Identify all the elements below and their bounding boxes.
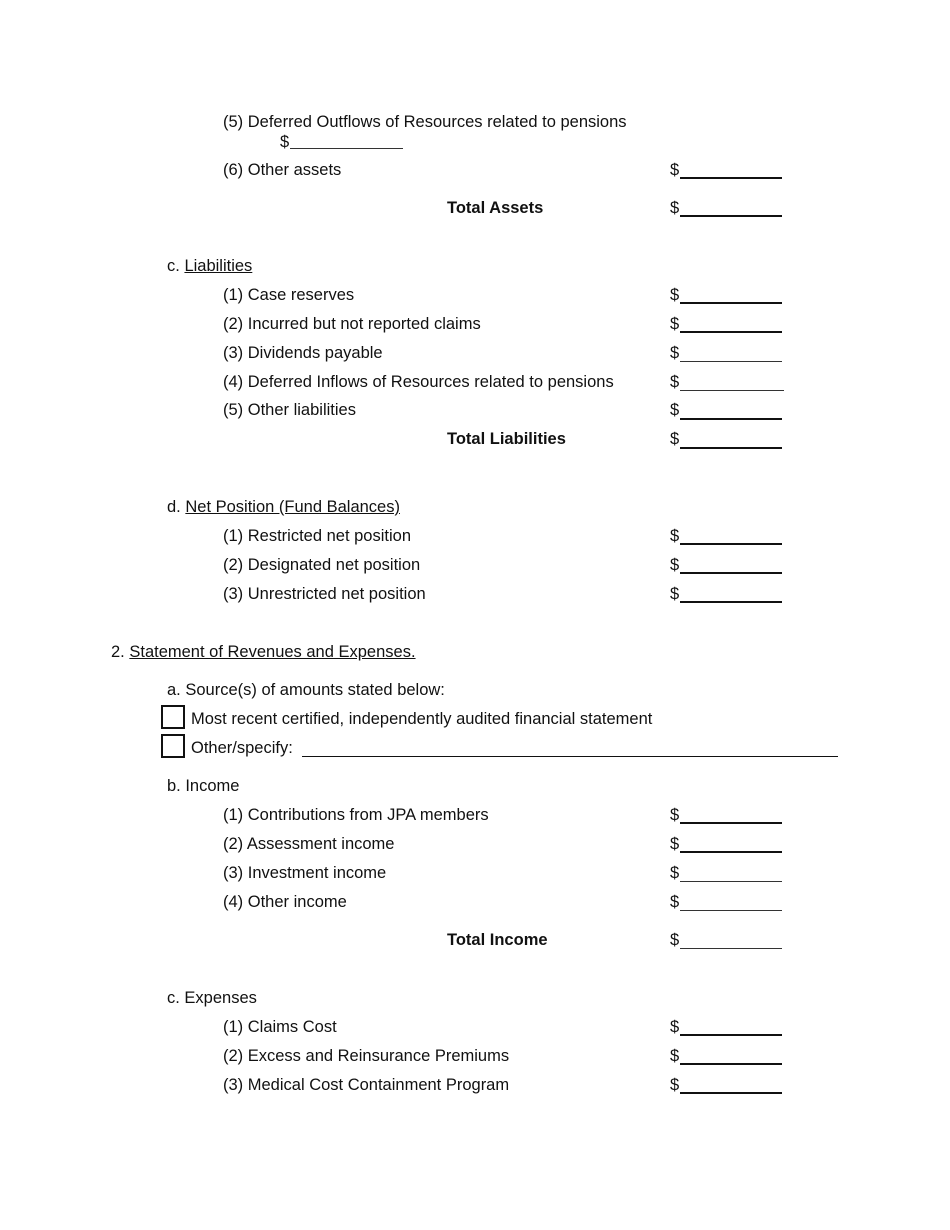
amount-field-other-assets[interactable] xyxy=(680,177,782,179)
amount-field-medical-cost[interactable] xyxy=(680,1092,782,1094)
statement-heading: 2. Statement of Revenues and Expenses. xyxy=(111,643,416,661)
amount-field-other-income[interactable] xyxy=(680,910,782,911)
total-liabilities-label: Total Liabilities xyxy=(447,430,566,448)
dollar-sign: $ xyxy=(670,286,680,304)
liability-item: (2) Incurred but not reported claims xyxy=(223,315,481,333)
amount-field-total-assets[interactable] xyxy=(680,215,782,217)
liability-item: (1) Case reserves xyxy=(223,286,355,304)
audited-statement-checkbox[interactable] xyxy=(161,705,185,729)
income-item: (2) Assessment income xyxy=(223,835,395,853)
net-position-item: (2) Designated net position xyxy=(223,556,421,574)
dollar-sign: $ xyxy=(670,315,680,333)
liability-item: (4) Deferred Inflows of Resources related to pensions xyxy=(223,373,614,391)
assets-item-other-assets: (6) Other assets xyxy=(223,161,342,179)
expense-item: (2) Excess and Reinsurance Premiums xyxy=(223,1047,510,1065)
amount-field-deferred-inflows[interactable] xyxy=(680,390,784,391)
dollar-sign: $ xyxy=(280,133,290,151)
amount-field-total-income[interactable] xyxy=(680,948,782,949)
amount-field-assessment[interactable] xyxy=(680,851,782,853)
dollar-sign: $ xyxy=(670,585,680,603)
amount-field-investment[interactable] xyxy=(680,881,782,882)
dollar-sign: $ xyxy=(670,1076,680,1094)
amount-field-case-reserves[interactable] xyxy=(680,302,782,304)
sources-label: a. Source(s) of amounts stated below: xyxy=(167,681,445,699)
dollar-sign: $ xyxy=(670,430,680,448)
dollar-sign: $ xyxy=(670,199,680,217)
dollar-sign: $ xyxy=(670,893,680,911)
income-item: (3) Investment income xyxy=(223,864,387,882)
amount-field-unrestricted[interactable] xyxy=(680,601,782,603)
income-item: (4) Other income xyxy=(223,893,347,911)
amount-field-contributions[interactable] xyxy=(680,822,782,824)
other-specify-checkbox[interactable] xyxy=(161,734,185,758)
net-position-item: (3) Unrestricted net position xyxy=(223,585,426,603)
other-specify-label: Other/specify: xyxy=(191,739,293,757)
amount-field-claims-cost[interactable] xyxy=(680,1034,782,1036)
expenses-heading: c. Expenses xyxy=(167,989,257,1007)
dollar-sign: $ xyxy=(670,1047,680,1065)
amount-field-restricted[interactable] xyxy=(680,543,782,545)
amount-field-dividends-payable[interactable] xyxy=(680,361,782,362)
amount-field-total-liabilities[interactable] xyxy=(680,447,782,449)
expense-item: (1) Claims Cost xyxy=(223,1018,337,1036)
dollar-sign: $ xyxy=(670,556,680,574)
amount-field-deferred-outflows[interactable] xyxy=(290,148,403,149)
amount-field-other-liabilities[interactable] xyxy=(680,418,782,420)
income-item: (1) Contributions from JPA members xyxy=(223,806,489,824)
dollar-sign: $ xyxy=(670,864,680,882)
income-heading: b. Income xyxy=(167,777,240,795)
dollar-sign: $ xyxy=(670,835,680,853)
dollar-sign: $ xyxy=(670,161,680,179)
dollar-sign: $ xyxy=(670,806,680,824)
net-position-heading: d. Net Position (Fund Balances) xyxy=(167,498,400,516)
liability-item: (5) Other liabilities xyxy=(223,401,356,419)
dollar-sign: $ xyxy=(670,373,680,391)
other-specify-input[interactable] xyxy=(302,756,838,757)
net-position-item: (1) Restricted net position xyxy=(223,527,412,545)
dollar-sign: $ xyxy=(670,1018,680,1036)
dollar-sign: $ xyxy=(670,527,680,545)
liability-item: (3) Dividends payable xyxy=(223,344,383,362)
liabilities-heading: c. Liabilities xyxy=(167,257,253,275)
amount-field-designated[interactable] xyxy=(680,572,782,574)
dollar-sign: $ xyxy=(670,931,680,949)
amount-field-excess-reinsurance[interactable] xyxy=(680,1063,782,1065)
dollar-sign: $ xyxy=(670,344,680,362)
dollar-sign: $ xyxy=(670,401,680,419)
audited-statement-label: Most recent certified, independently audited financial statement xyxy=(191,710,653,728)
total-income-label: Total Income xyxy=(447,931,548,949)
amount-field-ibnr-claims[interactable] xyxy=(680,331,782,333)
assets-item-deferred-outflows: (5) Deferred Outflows of Resources related to pensions xyxy=(223,113,627,131)
total-assets-label: Total Assets xyxy=(447,199,544,217)
expense-item: (3) Medical Cost Containment Program xyxy=(223,1076,510,1094)
